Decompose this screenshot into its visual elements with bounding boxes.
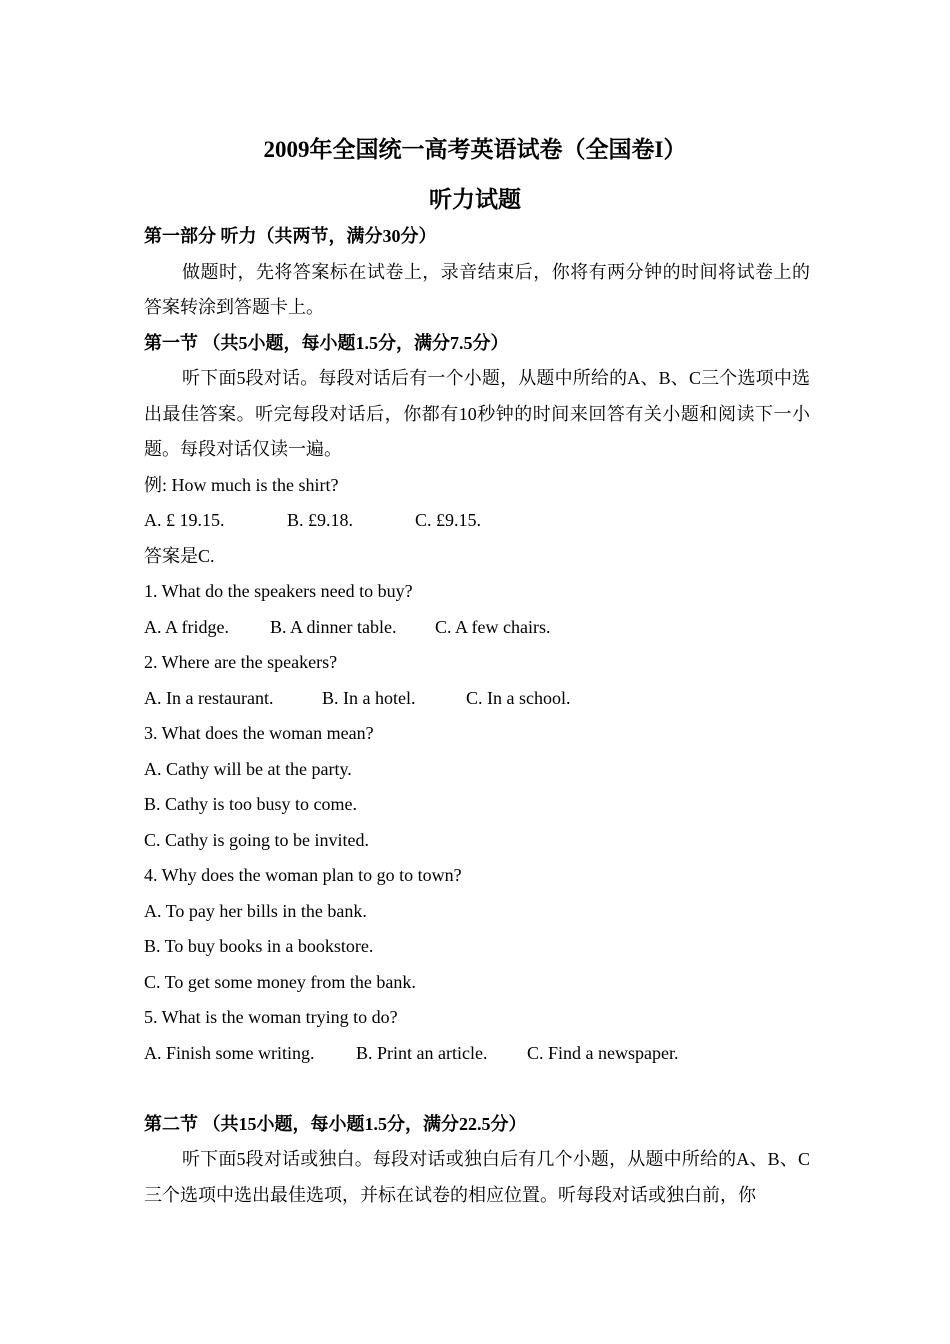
q2-option-b: B. In a hotel.	[322, 687, 416, 708]
section2-heading: 第二节 （共15小题，每小题1.5分，满分22.5分）	[144, 1113, 527, 1134]
q5-option-a: A. Finish some writing.	[144, 1042, 315, 1063]
question-1-options	[144, 610, 810, 646]
q3-option-b: B. Cathy is too busy to come.	[144, 794, 357, 814]
q5-option-c: C. Find a newspaper.	[527, 1042, 679, 1063]
exam-subtitle: 听力试题	[429, 187, 521, 212]
part1-heading: 第一部分 听力（共两节，满分30分）	[144, 226, 437, 246]
q3-option-a: A. Cathy will be at the party.	[144, 758, 352, 779]
section2-instructions: 听下面5段对话或独白。每段对话或独白后有几个小题，从题中所给的A、B、C三个选项中选出最佳选项，并标在试卷的相应位置。听每段对话或独白前，你	[144, 1149, 810, 1205]
question-5-options	[144, 1036, 810, 1072]
question-4: 4. Why does the woman plan to go to town?	[144, 865, 462, 885]
q1-option-b: B. A dinner table.	[270, 616, 397, 637]
q2-option-c: C. In a school.	[466, 687, 571, 708]
example-option-b: B. £9.18.	[287, 510, 354, 530]
example-option-a: A. £ 19.15.	[144, 510, 225, 530]
question-2-options	[144, 681, 810, 717]
section1-instructions: 听下面5段对话。每段对话后有一个小题，从题中所给的A、B、C三个选项中选出最佳答案。听完每段对话后，你都有10秒钟的时间来回答有关小题和阅读下一小题。每段对话仅读一遍。	[144, 368, 810, 459]
part1-instructions: 做题时，先将答案标在试卷上，录音结束后，你将有两分钟的时间将试卷上的答案转涂到答题卡上。	[144, 261, 810, 317]
question-1: 1. What do the speakers need to buy?	[144, 581, 413, 601]
example-answer: 答案是C.	[144, 545, 215, 566]
q2-option-a: A. In a restaurant.	[144, 687, 274, 708]
example-options	[144, 503, 810, 539]
question-5: 5. What is the woman trying to do?	[144, 1007, 398, 1027]
q1-option-a: A. A fridge.	[144, 616, 229, 637]
example-option-c: C. £9.15.	[415, 510, 482, 530]
q4-option-c: C. To get some money from the bank.	[144, 971, 416, 992]
q1-option-c: C. A few chairs.	[435, 616, 551, 637]
q4-option-b: B. To buy books in a bookstore.	[144, 936, 374, 956]
question-3: 3. What does the woman mean?	[144, 723, 374, 743]
blank-line	[144, 1071, 810, 1107]
q3-option-c: C. Cathy is going to be invited.	[144, 829, 369, 850]
exam-title: 2009年全国统一高考英语试卷（全国卷I）	[263, 137, 687, 162]
section1-heading: 第一节 （共5小题，每小题1.5分，满分7.5分）	[144, 332, 509, 353]
example-question: 例: How much is the shirt?	[144, 474, 339, 495]
question-2: 2. Where are the speakers?	[144, 652, 338, 672]
q4-option-a: A. To pay her bills in the bank.	[144, 900, 367, 921]
q5-option-b: B. Print an article.	[356, 1042, 488, 1063]
exam-content	[144, 219, 810, 1213]
